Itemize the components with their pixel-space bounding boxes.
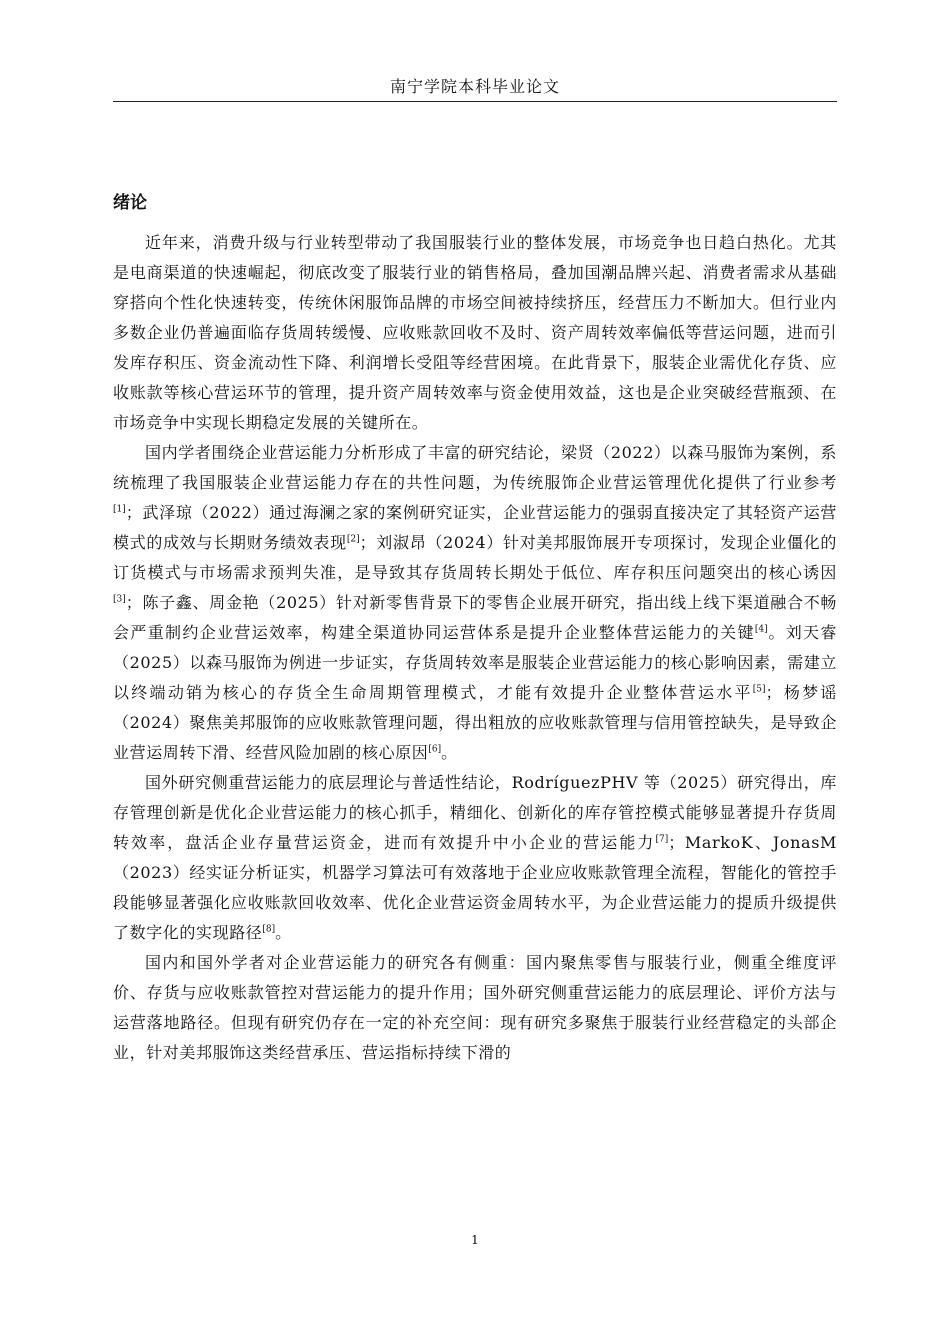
citation-ref[interactable]: [1] xyxy=(113,504,126,515)
paragraph-4: 国内和国外学者对企业营运能力的研究各有侧重：国内聚焦零售与服装行业，侧重全维度评价、存货与应收账款管控对营运能力的提升作用；国外研究侧重营运能力的底层理论、评价方法与运营落地路径。但现有研究仍存在一定的补充空间：现有研究多聚焦于服装行业经营稳定的头部企业，针对美邦服饰这类经营承压、营运指标持续下滑的 xyxy=(113,953,837,1062)
citation-ref[interactable]: [6] xyxy=(428,744,442,755)
page-number: 1 xyxy=(471,1233,479,1247)
paragraph-text: 。 xyxy=(441,743,458,762)
citation-ref[interactable]: [8] xyxy=(262,924,276,935)
paragraph-text: ；MarkoK、JonasM（2023）经实证分析证实，机器学习算法可有效落地于企业应收账款管理全流程，智能化的管控手段能够显著强化应收账款回收效率、优化企业营运资金周转水平，为企业营运能力的提质升级提供了数字化的实现路径 xyxy=(113,833,837,942)
citation-ref[interactable]: [7] xyxy=(655,834,669,845)
citation-ref[interactable]: [5] xyxy=(752,684,766,695)
paragraph-text: 。 xyxy=(275,923,292,942)
paragraph-text: 国外研究侧重营运能力的底层理论与普适性结论，RodríguezPHV 等（2025）研究得出，库存管理创新是优化企业营运能力的核心抓手，精细化、创新化的库存管控模式能够显著提升存货周转效率，盘活企业存量营运资金，进而有效提升中小企业的营运能力 xyxy=(113,773,837,852)
paragraph-text: ；杨梦谣（2024）聚焦美邦服饰的应收账款管理问题，得出粗放的应收账款管理与信用管控缺失，是导致企业营运周转下滑、经营风险加剧的核心原因 xyxy=(113,683,837,762)
citation-ref[interactable]: [4] xyxy=(754,624,768,635)
running-header: 南宁学院本科毕业论文 xyxy=(389,77,560,96)
paragraph-1: 近年来，消费升级与行业转型带动了我国服装行业的整体发展，市场竞争也日趋白热化。尤其是电商渠道的快速崛起，彻底改变了服装行业的销售格局，叠加国潮品牌兴起、消费者需求从基础穿搭向个性化快速转变，传统休闲服饰品牌的市场空间被持续挤压，经营压力不断加大。但行业内多数企业仍普遍面临存货周转缓慢、应收账款回收不及时、资产周转效率偏低等营运问题，进而引发库存积压、资金流动性下降、利润增长受阻等经营困境。在此背景下，服装企业需优化存货、应收账款等核心营运环节的管理，提升资产周转效率与资金使用效益，这也是企业突破经营瓶颈、在市场竞争中实现长期稳定发展的关键所在。 xyxy=(113,233,837,432)
paragraph-3 xyxy=(113,768,837,948)
header-rule xyxy=(113,101,837,102)
section-title: 绪论 xyxy=(113,193,147,213)
paragraph-text: ；陈子鑫、周金艳（2025）针对新零售背景下的零售企业展开研究，指出线上线下渠道融合不畅会严重制约企业营运效率，构建全渠道协同运营体系是提升企业整体营运能力的关键 xyxy=(113,593,837,642)
citation-ref[interactable]: [3] xyxy=(113,594,126,605)
paragraph-text: ；刘淑昂（2024）针对美邦服饰展开专项探讨，发现企业僵化的订货模式与市场需求预判失准，是导致其存货周转长期处于低位、库存积压问题突出的核心诱因 xyxy=(113,533,837,582)
paragraph-text: ；武泽琼（2022）通过海澜之家的案例研究证实，企业营运能力的强弱直接决定了其轻资产运营模式的成效与长期财务绩效表现 xyxy=(113,503,837,552)
paragraph-2 xyxy=(113,438,837,768)
paragraph-text: 。刘天睿（2025）以森马服饰为例进一步证实，存货周转效率是服装企业营运能力的核心影响因素，需建立以终端动销为核心的存货全生命周期管理模式，才能有效提升企业整体营运水平 xyxy=(113,623,837,702)
main-body xyxy=(113,192,837,1068)
citation-ref[interactable]: [2] xyxy=(346,534,360,545)
paragraph-text: 国内学者围绕企业营运能力分析形成了丰富的研究结论，梁贤（2022）以森马服饰为案例，系统梳理了我国服装企业营运能力存在的共性问题，为传统服饰企业营运管理优化提供了行业参考 xyxy=(113,443,837,492)
